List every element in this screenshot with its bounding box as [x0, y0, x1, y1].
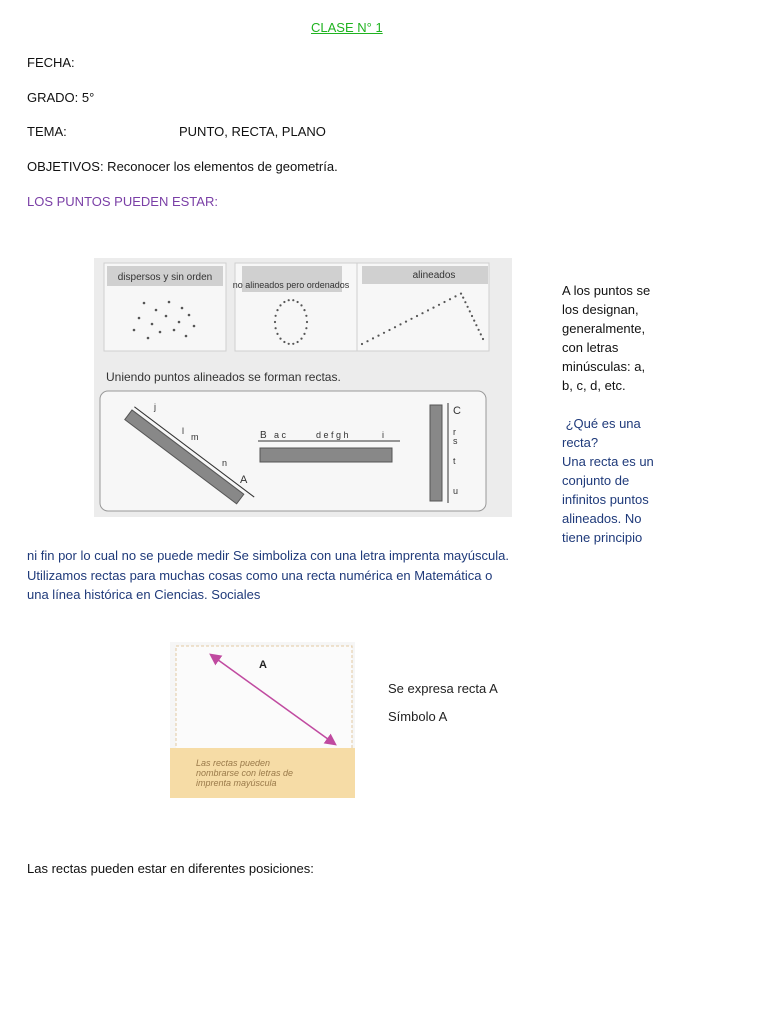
aligned-point: [454, 295, 456, 297]
posiciones-text: Las rectas pueden estar en diferentes posiciones:: [27, 861, 314, 876]
label-m: m: [191, 432, 199, 442]
section-heading-puntos: LOS PUNTOS PUEDEN ESTAR:: [27, 194, 218, 209]
note-line: imprenta mayúscula: [196, 778, 277, 788]
label-alineados: alineados: [412, 270, 456, 281]
tema-value: PUNTO, RECTA, PLANO: [179, 124, 326, 139]
circle-point: [288, 299, 290, 301]
aligned-point: [399, 323, 401, 325]
label-ac: a c: [274, 430, 287, 440]
sidebar-answer: tiene principio: [562, 530, 643, 545]
aligned-point: [471, 315, 473, 317]
note-line: Las rectas pueden: [196, 758, 271, 768]
sidebar-line: minúsculas: a,: [562, 359, 646, 374]
sidebar-answer: Una recta es un: [562, 454, 654, 469]
vertical-ruler: [430, 405, 442, 501]
circle-point: [300, 338, 302, 340]
figure-recta-svg: [170, 642, 355, 798]
circle-point: [292, 299, 294, 301]
figure2-caption-expresa: Se expresa recta A: [388, 681, 498, 696]
recta-label-A: A: [259, 659, 267, 671]
figure-points-and-lines: [94, 258, 512, 517]
circle-point: [300, 304, 302, 306]
label-dispersos: dispersos y sin orden: [117, 272, 213, 283]
sidebar-line: b, c, d, etc.: [562, 378, 626, 393]
label-no-alineados: no alineados pero ordenados: [232, 280, 350, 290]
circle-point: [305, 327, 307, 329]
sidebar-line: los designan,: [562, 302, 639, 317]
aligned-point: [438, 304, 440, 306]
figure1-caption: Uniendo puntos alineados se forman rectas.: [106, 370, 341, 384]
aligned-point: [467, 306, 469, 308]
sidebar-line: con letras: [562, 340, 619, 355]
circle-point: [283, 301, 285, 303]
paragraph-line: ni fin por lo cual no se puede medir Se simboliza con una letra imprenta mayúscula.: [27, 548, 509, 563]
aligned-point: [473, 320, 475, 322]
aligned-point: [410, 318, 412, 320]
aligned-point: [432, 307, 434, 309]
aligned-point: [361, 343, 363, 345]
aligned-point: [416, 315, 418, 317]
label-s: s: [453, 436, 458, 446]
aligned-point: [469, 310, 471, 312]
aligned-point: [462, 297, 464, 299]
circle-point: [276, 309, 278, 311]
aligned-point: [366, 340, 368, 342]
sidebar-answer: conjunto de: [562, 473, 630, 488]
aligned-point: [480, 333, 482, 335]
circle-point: [305, 315, 307, 317]
aligned-point: [388, 329, 390, 331]
circle-point: [283, 341, 285, 343]
circle-point: [297, 341, 299, 343]
circle-point: [275, 327, 277, 329]
sidebar-question: recta?: [562, 435, 599, 450]
label-C: C: [453, 405, 461, 417]
circle-point: [306, 321, 308, 323]
aligned-point: [464, 301, 466, 303]
aligned-point: [372, 337, 374, 339]
paragraph-line: una línea histórica en Ciencias. Sociales: [27, 587, 261, 602]
note-line: nombrarse con letras de: [196, 768, 294, 778]
circle-point: [279, 338, 281, 340]
aligned-point: [482, 338, 484, 340]
aligned-point: [460, 293, 462, 295]
circle-point: [279, 304, 281, 306]
sidebar-question: ¿Qué es una: [562, 416, 641, 431]
sidebar-answer: alineados. No: [562, 511, 642, 526]
aligned-point: [427, 309, 429, 311]
sidebar-text: [562, 281, 672, 547]
label-j: j: [154, 402, 156, 412]
circle-point: [288, 343, 290, 345]
figure-points-svg: [94, 258, 512, 517]
label-defgh: d e f g h: [316, 430, 349, 440]
page-title: CLASE N° 1: [311, 20, 383, 35]
aligned-point: [443, 301, 445, 303]
aligned-point: [377, 335, 379, 337]
aligned-point: [405, 321, 407, 323]
sidebar-line: generalmente,: [562, 321, 646, 336]
label-i: i: [382, 430, 384, 440]
grado-label: GRADO: 5°: [27, 90, 95, 105]
circle-point: [276, 333, 278, 335]
figure-recta-A: [170, 642, 355, 798]
circle-point: [303, 333, 305, 335]
circle-point: [275, 315, 277, 317]
label-n: n: [222, 458, 228, 468]
sidebar-answer: infinitos puntos: [562, 492, 649, 507]
figure2-caption-simbolo: Símbolo A: [388, 709, 448, 724]
paragraph-line: Utilizamos rectas para muchas cosas como una recta numérica en Matemática o: [27, 567, 493, 583]
aligned-point: [475, 324, 477, 326]
label-r: r: [453, 427, 456, 437]
aligned-point: [478, 329, 480, 331]
circle-point: [292, 343, 294, 345]
circle-point: [274, 321, 276, 323]
label-A: A: [240, 474, 248, 486]
aligned-point: [449, 298, 451, 300]
objetivos-text: OBJETIVOS: Reconocer los elementos de geometría.: [27, 159, 338, 174]
label-t: t: [453, 456, 456, 466]
recta-paragraph: [27, 546, 527, 605]
circle-point: [297, 301, 299, 303]
label-l: l: [182, 426, 184, 436]
aligned-point: [421, 312, 423, 314]
aligned-point: [394, 326, 396, 328]
horizontal-ruler: [260, 448, 392, 462]
label-u: u: [453, 486, 459, 496]
sidebar-line: A los puntos se: [562, 283, 651, 298]
fecha-label: FECHA:: [27, 55, 75, 70]
aligned-point: [383, 332, 385, 334]
circle-point: [303, 309, 305, 311]
tema-label: TEMA:: [27, 124, 67, 139]
label-B: B: [260, 430, 267, 441]
